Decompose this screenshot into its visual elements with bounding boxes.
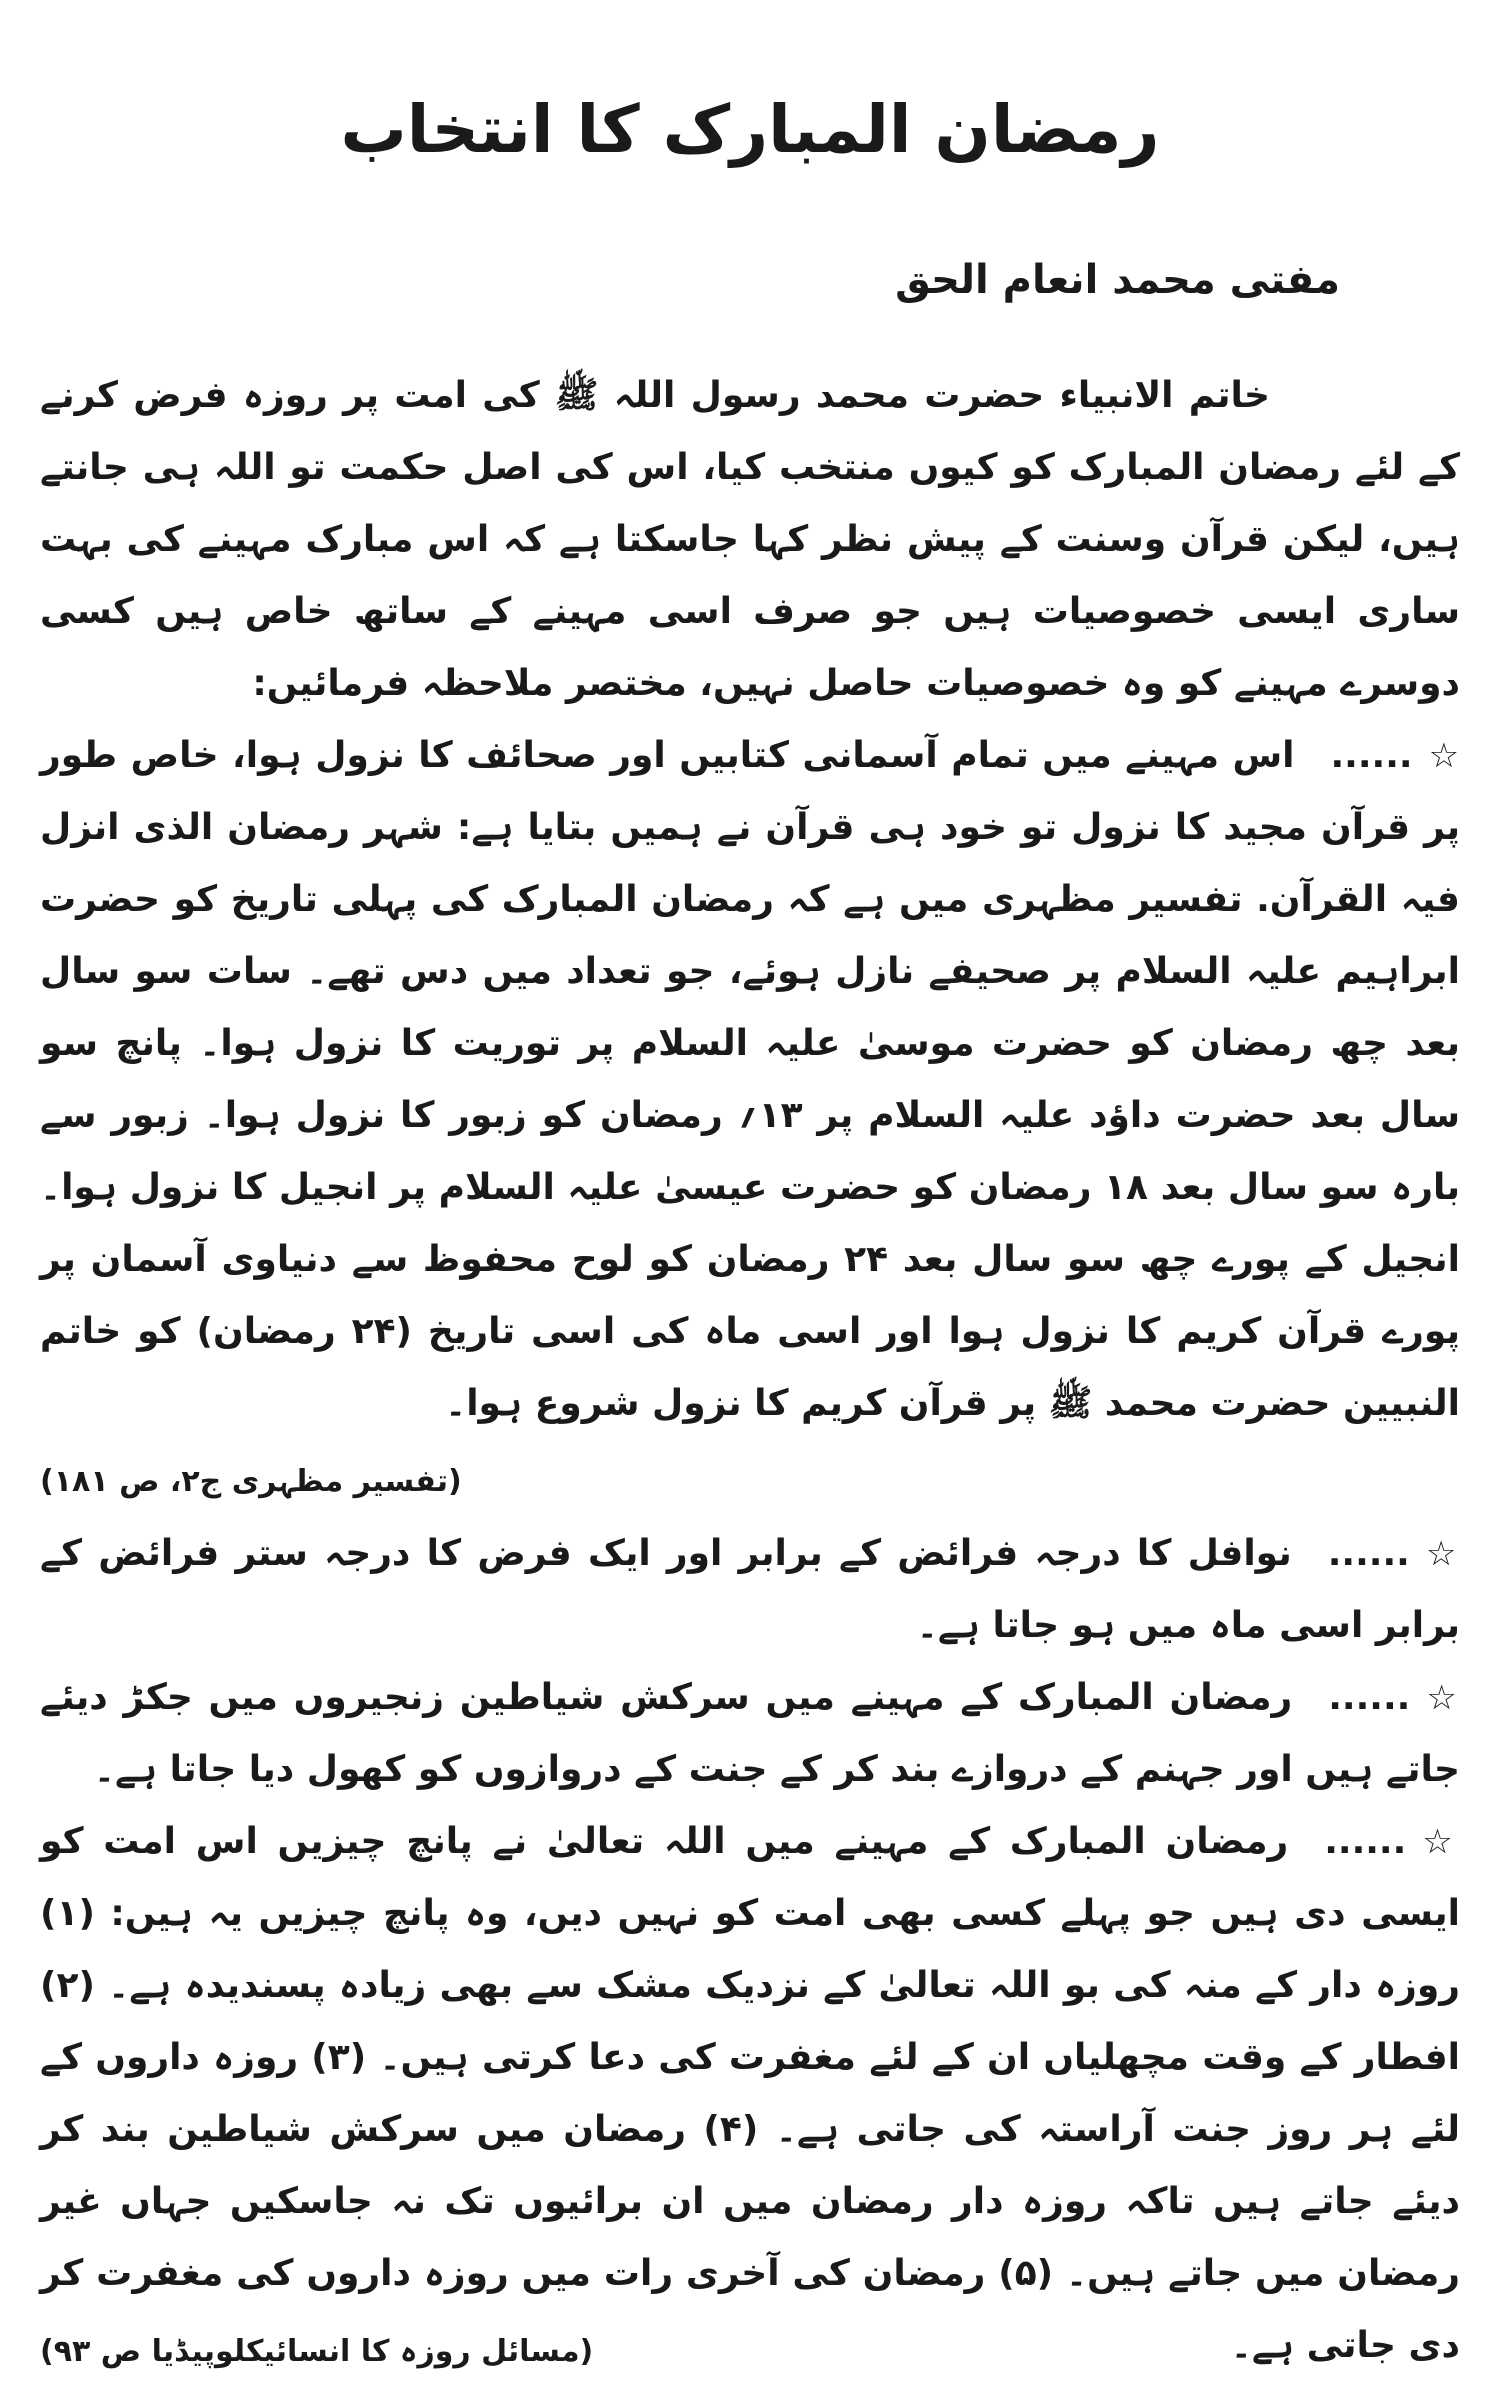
author-name: مفتی محمد انعام الحق [895,257,1340,303]
star-icon: ☆ [1426,1678,1460,1718]
list-item [40,1806,1460,2382]
list-item [40,1662,1460,1806]
list-item [40,1518,1460,1662]
star-icon: ☆ [1428,736,1460,776]
reference-citation: (تفسیر مظہری ج۲، ص ۱۸۱) [40,1464,462,1499]
bullet-dots: ...... [1327,1533,1410,1574]
article-title: رمضان المبارک کا انتخاب [340,91,1160,168]
point-text: رمضان المبارک کے مہینے میں اللہ تعالیٰ نے پانچ چیزیں اس امت کو ایسی دی ہیں جو پہلے کسی بھی امت کو نہیں دیں، وہ پانچ چیزیں یہ ہیں: (۱) روزہ دار کے منہ کی بو اللہ تعالیٰ کے نزدیک مشک سے بھی زیادہ پسندیدہ ہے۔ (۲) افطار کے وقت مچھلیاں ان کے لئے مغفرت کی دعا کرتی ہیں۔ (۳) روزہ داروں کے لئے ہر روز جنت آراستہ کی جاتی ہے۔ (۴) رمضان میں سرکش شیاطین بند کر دیئے جاتے ہیں تاکہ روزہ دار رمضان میں ان برائیوں تک نہ جاسکیں جہاں غیر رمضان میں جاتے ہیں۔ (۵) رمضان کی آخری رات میں روزہ داروں کی مغفرت کر دی جاتی ہے۔ [40,1821,1460,2366]
bullet-dots: ...... [1324,1821,1407,1862]
reference-citation: (مسائل روزہ کا انسائیکلوپیڈیا ص ۹۳) [40,2334,594,2369]
bullet-dots: ...... [1328,1677,1411,1718]
list-item [40,720,1461,1499]
intro-paragraph: خاتم الانبیاء حضرت محمد رسول اللہ ﷺ کی امت پر روزہ فرض کرنے کے لئے رمضان المبارک کو کیوں منتخب کیا، اس کی اصل حکمت تو اللہ ہی جانتے ہیں، لیکن قرآن وسنت کے پیش نظر کہا جاسکتا ہے کہ اس مبارک مہینے کی بہت ساری ایسی خصوصیات ہیں جو صرف اسی مہینے کے ساتھ خاص ہیں کسی دوسرے مہینے کو وہ خصوصیات حاصل نہیں، مختصر ملاحظہ فرمائیں: [40,375,1460,704]
star-icon: ☆ [1422,1822,1460,1862]
point-text: رمضان المبارک کے مہینے میں سرکش شیاطین زنجیروں میں جکڑ دیئے جاتے ہیں اور جہنم کے دروازے بند کر کے جنت کے دروازوں کو کھول دیا جاتا ہے۔ [40,1677,1460,1790]
point-text: نوافل کا درجہ فرائض کے برابر اور ایک فرض کا درجہ ستر فرائض کے برابر اسی ماہ میں ہو جاتا ہے۔ [40,1533,1460,1646]
point-text: اس مہینے میں تمام آسمانی کتابیں اور صحائف کا نزول ہوا، خاص طور پر قرآن مجید کا نزول تو خود ہی قرآن نے ہمیں بتایا ہے: شہر رمضان الذی انزل فیہ القرآن. تفسیر مظہری میں ہے کہ رمضان المبارک کی پہلی تاریخ کو حضرت ابراہیم علیہ السلام پر صحیفے نازل ہوئے، جو تعداد میں دس تھے۔ سات سو سال بعد چھ رمضان کو حضرت موسیٰ علیہ السلام پر توریت کا نزول ہوا۔ پانچ سو سال بعد حضرت داؤد علیہ السلام پر ۱۳؍ رمضان کو زبور کا نزول ہوا۔ زبور سے بارہ سو سال بعد ۱۸ رمضان کو حضرت عیسیٰ علیہ السلام پر انجیل کا نزول ہوا۔ انجیل کے پورے چھ سو سال بعد ۲۴ رمضان کو لوح محفوظ سے دنیاوی آسمان پر پورے قرآن کریم کا نزول ہوا اور اسی ماہ کی اسی تاریخ (۲۴ رمضان) کو خاتم النبیین حضرت محمد ﷺ پر قرآن کریم کا نزول شروع ہوا۔ [40,735,1461,1424]
bullet-dots: ...... [1330,735,1413,776]
star-icon: ☆ [1425,1534,1460,1574]
